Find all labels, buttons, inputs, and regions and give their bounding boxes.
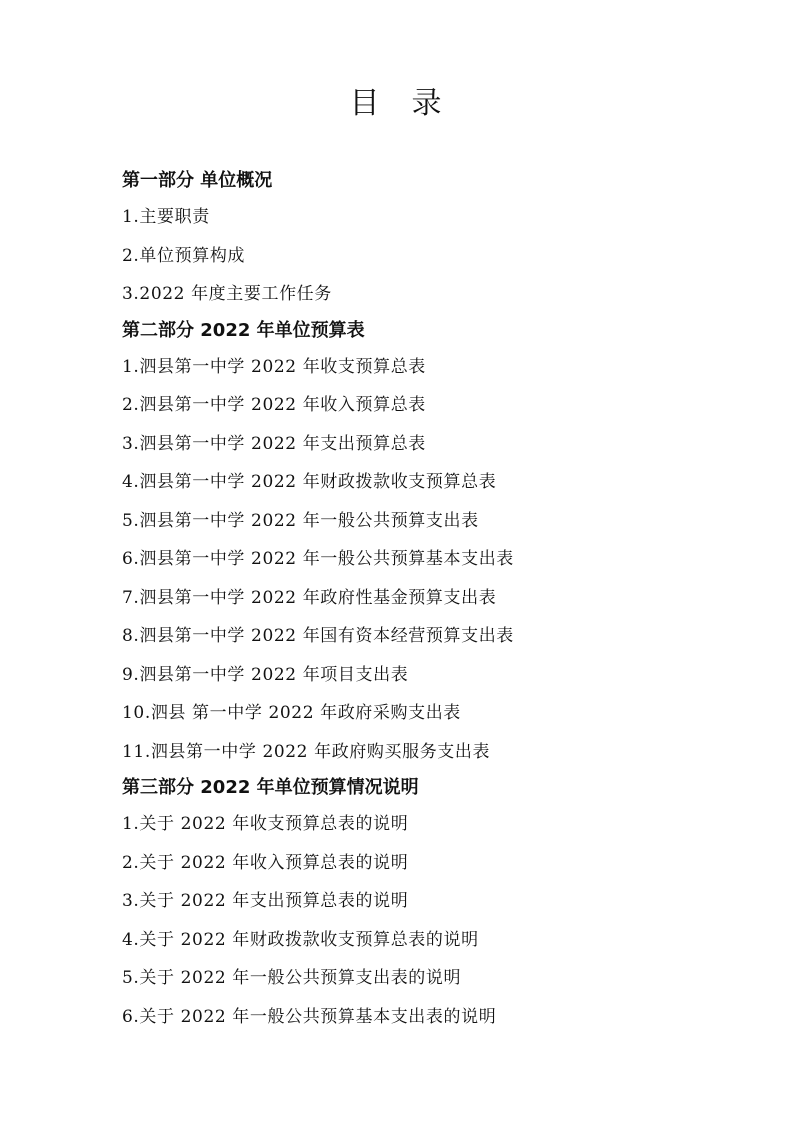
toc-item: 11.泗县第一中学 2022 年政府购买服务支出表	[122, 741, 491, 762]
toc-item: 9.泗县第一中学 2022 年项目支出表	[122, 664, 409, 685]
toc-item: 8.泗县第一中学 2022 年国有资本经营预算支出表	[122, 626, 514, 646]
toc-item: 1.关于 2022 年收支预算总表的说明	[122, 814, 409, 834]
toc-item: 7.泗县第一中学 2022 年政府性基金预算支出表	[122, 587, 497, 608]
toc-item: 1.主要职责	[122, 207, 210, 227]
table-of-contents	[122, 164, 742, 1036]
toc-item: 2.泗县第一中学 2022 年收入预算总表	[122, 395, 426, 415]
toc-item: 4.关于 2022 年财政拨款收支预算总表的说明	[122, 929, 479, 950]
title-char-2: 录	[411, 86, 444, 121]
toc-item: 6.关于 2022 年一般公共预算基本支出表的说明	[122, 1006, 497, 1027]
toc-item: 1.泗县第一中学 2022 年收支预算总表	[122, 356, 426, 377]
toc-item: 5.关于 2022 年一般公共预算支出表的说明	[122, 968, 462, 988]
toc-item: 4.泗县第一中学 2022 年财政拨款收支预算总表	[122, 472, 497, 492]
toc-item: 5.泗县第一中学 2022 年一般公共预算支出表	[122, 510, 479, 531]
toc-item: 2.单位预算构成	[122, 245, 246, 266]
toc-item: 2.关于 2022 年收入预算总表的说明	[122, 852, 409, 873]
toc-item: 10.泗县 第一中学 2022 年政府采购支出表	[122, 703, 461, 723]
toc-item: 6.泗县第一中学 2022 年一般公共预算基本支出表	[122, 549, 514, 569]
toc-section-2-heading: 第二部分 2022 年单位预算表	[122, 319, 365, 341]
toc-section-1-heading: 第一部分 单位概况	[122, 170, 273, 191]
page-title	[0, 78, 793, 122]
toc-item: 3.关于 2022 年支出预算总表的说明	[122, 891, 409, 911]
toc-item: 3.泗县第一中学 2022 年支出预算总表	[122, 433, 426, 454]
toc-section-3-heading: 第三部分 2022 年单位预算情况说明	[122, 777, 419, 798]
title-char-1: 目	[349, 86, 382, 121]
toc-item: 3.2022 年度主要工作任务	[122, 284, 332, 304]
